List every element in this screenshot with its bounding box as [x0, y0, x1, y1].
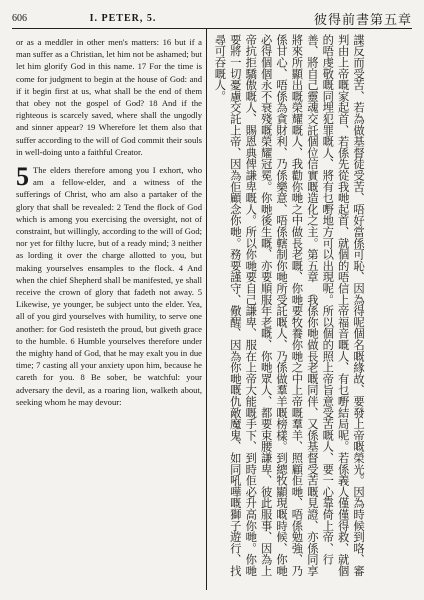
- english-paragraph-1: or as a meddler in other men's matters: 16 but if a man suffer as a Christian, let him not be ashamed; but let him glorify God in this name. 17 For the time is come for judgment to begin at the house of God: and if it begin first at us, what shall be the end of them that obey not the gospel of God? 18 And if the righteous is scarcely saved, where shall the ungodly and sinner appear? 19 Wherefore let them also that suffer according to the will of God commit their souls in well-doing unto a faithful Creator.: [16, 37, 202, 157]
- english-paragraph-2-text: The elders therefore among you I exhort, who am a fellow-elder, and a witness of the sufferings of Christ, who am also a partaker of the glory that shall be revealed: 2 Tend the flock of God which is among you exercising the oversight, not of constraint, but willingly, according to the will of God; nor yet for filthy lucre, but of a ready mind; 3 neither as lording it over the charge allotted to you, but making yourselves ensamples to the flock. 4 And when the chief Shepherd shall be manifested, ye shall receive the crown of glory that fadeth not away. 5 Likewise, ye younger, be subject unto the elder. Yea, all of you gird yourselves with humility, to serve one another: for God resisteth the proud, but giveth grace to the humble. 6 Humble yourselves therefore under the mighty hand of God, that he may exalt you in due time; 7 casting all your anxiety upon him, because he careth for you. 8 Be sober, be watchful: your adversary the devil, as a roaring lion, walketh about, seeking whom he may devour:: [16, 165, 202, 407]
- header-rule: [12, 28, 412, 29]
- book-title-english: I. PETER, 5.: [89, 12, 157, 24]
- column-divider: [206, 28, 207, 590]
- english-paragraph-2: [16, 164, 202, 408]
- chapter-number: 5: [16, 162, 29, 192]
- chinese-text: 諜反而受苦、若為做基督徒受苦、唔好當係可恥、因為得呢個名嘅緣故、要發上帝嘅榮光。因為時候到咯、審判由上帝嘅家起首、若係先從我哋起首、就個的唔信上帝福音嘅人、有乜嘢結局呢。若係義人僅僅得救、就個的唔虔敬嘅同埋犯罪嘅人、將有乜嘢地方可以出現呢。所以個的照上帝旨意受苦嘅人、要一心靠倚上帝、行善、將自己靈魂交託個位信實嘅造化之主。第五章 我係你哋做長老嘅同伴、又係基督受苦嘅見證、亦係同享將來所顯出嘅榮耀嘅人、我勸你哋之中做長老嘅、你哋要牧養你哋之中上帝嘅羣羊、照顧佢哋、唔係勉強、乃係甘心、唔係為貪財利、乃係樂意、唔係轄制你哋所受託嘅人、乃係做羣羊嘅榜樣。到總牧顯現嘅時候、你哋必得個個永不衰殘嘅榮耀冠冕。你哋後生嘅、亦要順服年老嘅、你哋眾人、都要束腰謙卑、彼此服事、因為上帝抗拒驕傲嘅人、賜恩典俾謙卑嘅人。所以你哋要自己謙卑、服在上帝大能嘅手下、到時佢必升高你哋。你哋要將一切憂慮交託上帝、因為佢顧念你哋。務要謹守、儆醒、因為你哋嘅仇敵魔鬼、如同吼嘩嘅獅子遊行、找尋可吞嘅人。: [213, 34, 366, 577]
- page-header: [12, 8, 412, 28]
- english-column: [16, 36, 202, 588]
- page-number: 606: [12, 12, 27, 24]
- chinese-column: [212, 34, 410, 588]
- book-title-chinese: 彼得前書第五章: [313, 11, 412, 27]
